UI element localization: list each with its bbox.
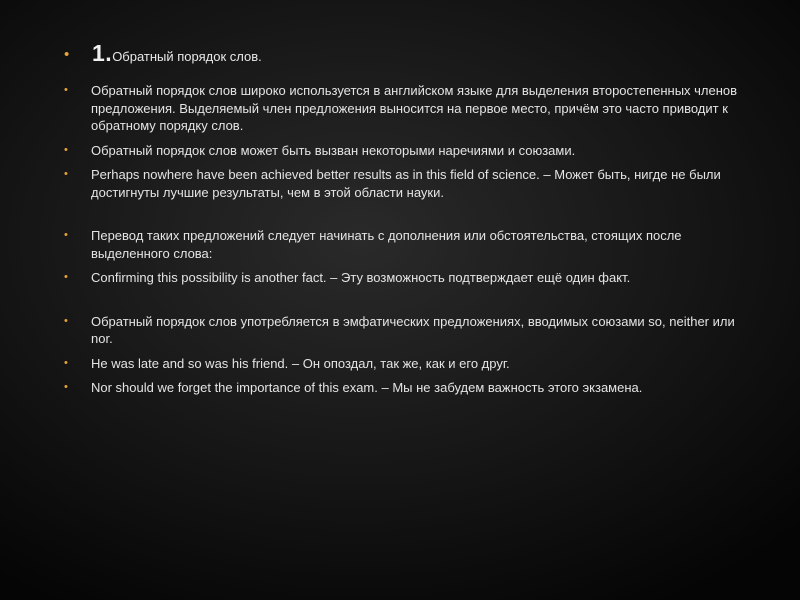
list-item — [64, 82, 744, 135]
bullet-icon: • — [64, 229, 68, 241]
list-item-text: Обратный порядок слов широко используется в английском языке для выделения второстепенных членов предложения. Выделяемый член предложения выносится на первое место, причём это часто приводит к обратному порядку слов. — [91, 83, 738, 133]
list-item — [64, 142, 744, 160]
bullet-icon: • — [64, 168, 68, 180]
list-item — [64, 379, 744, 397]
list-item-text: Perhaps nowhere have been achieved better results as in this field of science. – Может быть, нигде не были достигнуты лучшие результаты, чем в этой области науки. — [91, 167, 721, 200]
slide-heading — [64, 40, 262, 67]
bullet-icon: • — [64, 271, 68, 283]
bullet-icon: • — [64, 46, 70, 63]
list-item — [64, 355, 744, 373]
list-item-text: Перевод таких предложений следует начинать с дополнения или обстоятельства, стоящих после выделенного слова: — [91, 228, 682, 261]
list-item-text: Confirming this possibility is another fact. – Эту возможность подтверждает ещё один факт. — [91, 270, 631, 285]
list-item-text: Nor should we forget the importance of this exam. – Мы не забудем важность этого экзамена. — [91, 380, 643, 395]
bullet-icon: • — [64, 381, 68, 393]
bullet-icon: • — [64, 143, 68, 156]
list-item — [64, 313, 744, 348]
list-item — [64, 269, 744, 287]
list-item-text: He was late and so was his friend. – Он опоздал, так же, как и его друг. — [91, 355, 510, 371]
slide-body — [64, 82, 744, 404]
bullet-icon: • — [64, 314, 68, 327]
list-item-text: Обратный порядок слов может быть вызван некоторыми наречиями и союзами. — [91, 142, 576, 158]
list-item-text: Обратный порядок слов употребляется в эмфатических предложениях, вводимых союзами so, neither или nor. — [91, 313, 735, 346]
list-item — [64, 227, 744, 262]
bullet-icon: • — [64, 84, 68, 96]
heading-title: Обратный порядок слов. — [112, 49, 262, 64]
heading-number: 1. — [92, 40, 113, 66]
bullet-icon: • — [64, 356, 68, 369]
list-item — [64, 166, 744, 201]
